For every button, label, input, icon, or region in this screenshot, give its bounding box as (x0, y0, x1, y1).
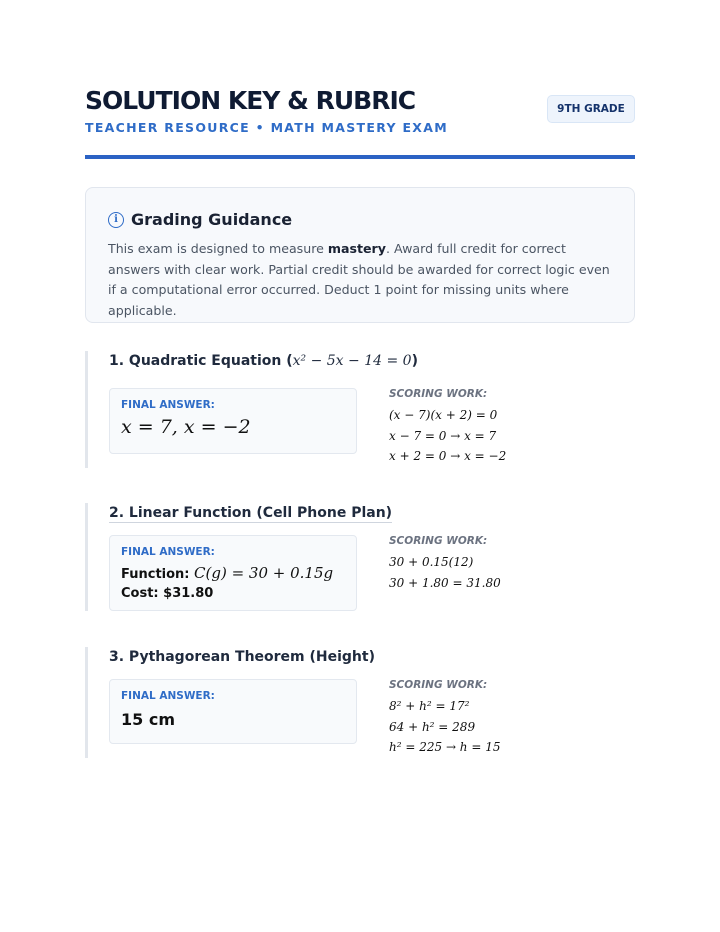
final-answer-box (109, 535, 357, 611)
header-divider (85, 155, 635, 159)
guidance-text-part: . Award full credit for correct answers with clear work. Partial credit should be awarded for correct logic even if a computational error occurred. Deduct 1 point for missing units where applicable. (108, 241, 610, 318)
page-header (85, 86, 635, 135)
problem-title: 2. Linear Function (Cell Phone Plan) (109, 505, 393, 521)
scoring-work-label: SCORING WORK: (389, 679, 488, 691)
cost-line: Cost: $31.80 (121, 586, 214, 601)
scoring-work-label: SCORING WORK: (389, 535, 488, 547)
final-answer-label: FINAL ANSWER: (121, 546, 215, 558)
work-step: x + 2 = 0 → x = −2 (389, 449, 507, 463)
work-step: x − 7 = 0 → x = 7 (389, 428, 497, 443)
work-step: 30 + 0.15(12) (389, 555, 474, 569)
work-step: 64 + h² = 289 (389, 719, 476, 734)
problem-title: 3. Pythagorean Theorem (Height) (109, 649, 375, 665)
problem-2 (85, 503, 638, 611)
function-label: Function: (121, 567, 195, 582)
problem-1 (85, 351, 638, 468)
grade-badge: 9TH GRADE (547, 95, 635, 123)
final-answer-value: x = 7, x = −2 (121, 416, 251, 438)
final-answer-label: FINAL ANSWER: (121, 690, 215, 702)
page-subtitle: TEACHER RESOURCE • MATH MASTERY EXAM (85, 120, 448, 135)
scoring-work (389, 679, 501, 758)
function-line (121, 564, 345, 584)
scoring-work (389, 388, 506, 467)
guidance-text (108, 239, 612, 321)
function-equation: C(g) = 30 + 0.15g (194, 564, 334, 582)
final-answer-box (109, 388, 357, 454)
problem-title (109, 353, 418, 369)
work-step: (x − 7)(x + 2) = 0 (389, 408, 498, 422)
grading-guidance-panel (85, 187, 635, 323)
guidance-text-bold: mastery (327, 241, 386, 256)
problem-title-text: 1. Quadratic Equation ( (109, 353, 293, 369)
problem-3 (85, 647, 638, 758)
final-answer-value: 15 cm (121, 710, 175, 729)
final-answer-box (109, 679, 357, 744)
scoring-work-label: SCORING WORK: (389, 388, 488, 400)
guidance-header (108, 210, 612, 229)
work-step: 30 + 1.80 = 31.80 (389, 575, 501, 590)
scoring-work (389, 535, 501, 593)
guidance-title: Grading Guidance (131, 210, 293, 229)
problem-title-text: ) (411, 353, 418, 369)
problem-equation: x² − 5x − 14 = 0 (292, 353, 412, 369)
work-step: h² = 225 → h = 15 (389, 740, 501, 754)
info-icon: i (108, 212, 124, 228)
page-title: SOLUTION KEY & RUBRIC (85, 86, 416, 115)
final-answer-label: FINAL ANSWER: (121, 399, 215, 411)
work-step: 8² + h² = 17² (389, 699, 470, 713)
guidance-text-part: This exam is designed to measure (108, 241, 328, 256)
